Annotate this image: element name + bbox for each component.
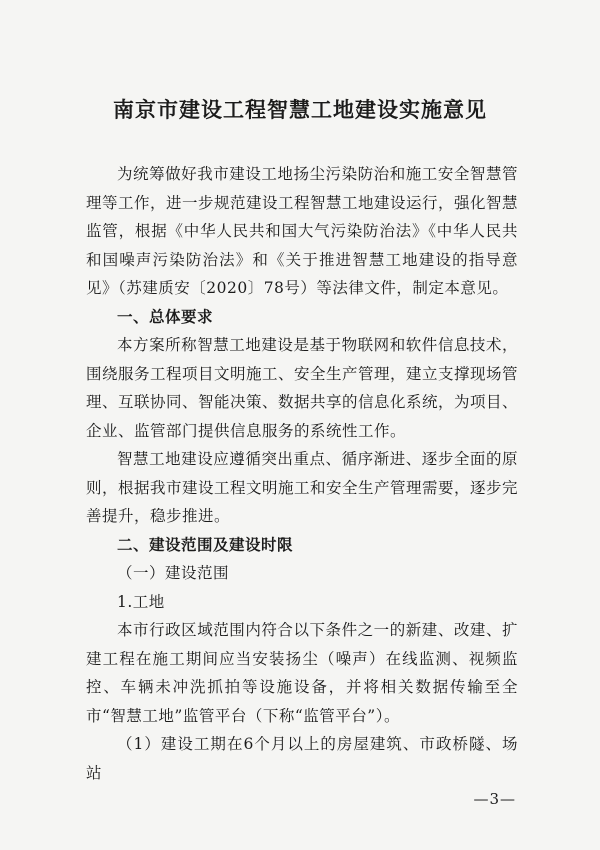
section-heading-scope-and-timeline: 二、建设范围及建设时限 xyxy=(117,534,294,554)
subsection-heading-scope: （一）建设范围 xyxy=(117,564,230,582)
item-heading-construction-site: 1.工地 xyxy=(117,592,165,611)
section-heading-general-requirements: 一、总体要求 xyxy=(117,306,214,326)
intro-paragraph: 为统筹做好我市建设工地扬尘污染防治和施工安全智慧管理等工作，进一步规范建设工程智慧工地建设运行，强化智慧监管，根据《中华人民共和国大气污染防治法》《中华人民共和国噪声污染防治法》和《关于推进智慧工地建设的指导意见》（苏建质安〔2020〕78号）等法律文件，制定本意见。 xyxy=(86,165,519,297)
page-number: —3— xyxy=(473,790,516,808)
document-title: 南京市建设工程智慧工地建设实施意见 xyxy=(113,97,487,122)
document-body xyxy=(86,160,518,787)
general-requirements-paragraph-2: 智慧工地建设应遵循突出重点、循序渐进、逐步全面的原则，根据我市建设工程文明施工和安全生产管理需要，逐步完善提升，稳步推进。 xyxy=(86,450,519,525)
general-requirements-paragraph-1: 本方案所称智慧工地建设是基于物联网和软件信息技术，围绕服务工程项目文明施工、安全生产管理，建立支撑现场管理、互联协同、智能决策、数据共享的信息化系统，为项目、企业、监管部门提供信息服务的系统性工作。 xyxy=(86,336,519,440)
construction-site-condition-1: （1）建设工期在6个月以上的房屋建筑、市政桥隧、场站 xyxy=(86,735,518,782)
construction-site-paragraph: 本市行政区域范围内符合以下条件之一的新建、改建、扩建工程在施工期间应当安装扬尘（噪声）在线监测、视频监控、车辆未冲洗抓拍等设施设备，并将相关数据传输至全市“智慧工地”监管平台（下称“监管平台”）。 xyxy=(86,621,518,725)
